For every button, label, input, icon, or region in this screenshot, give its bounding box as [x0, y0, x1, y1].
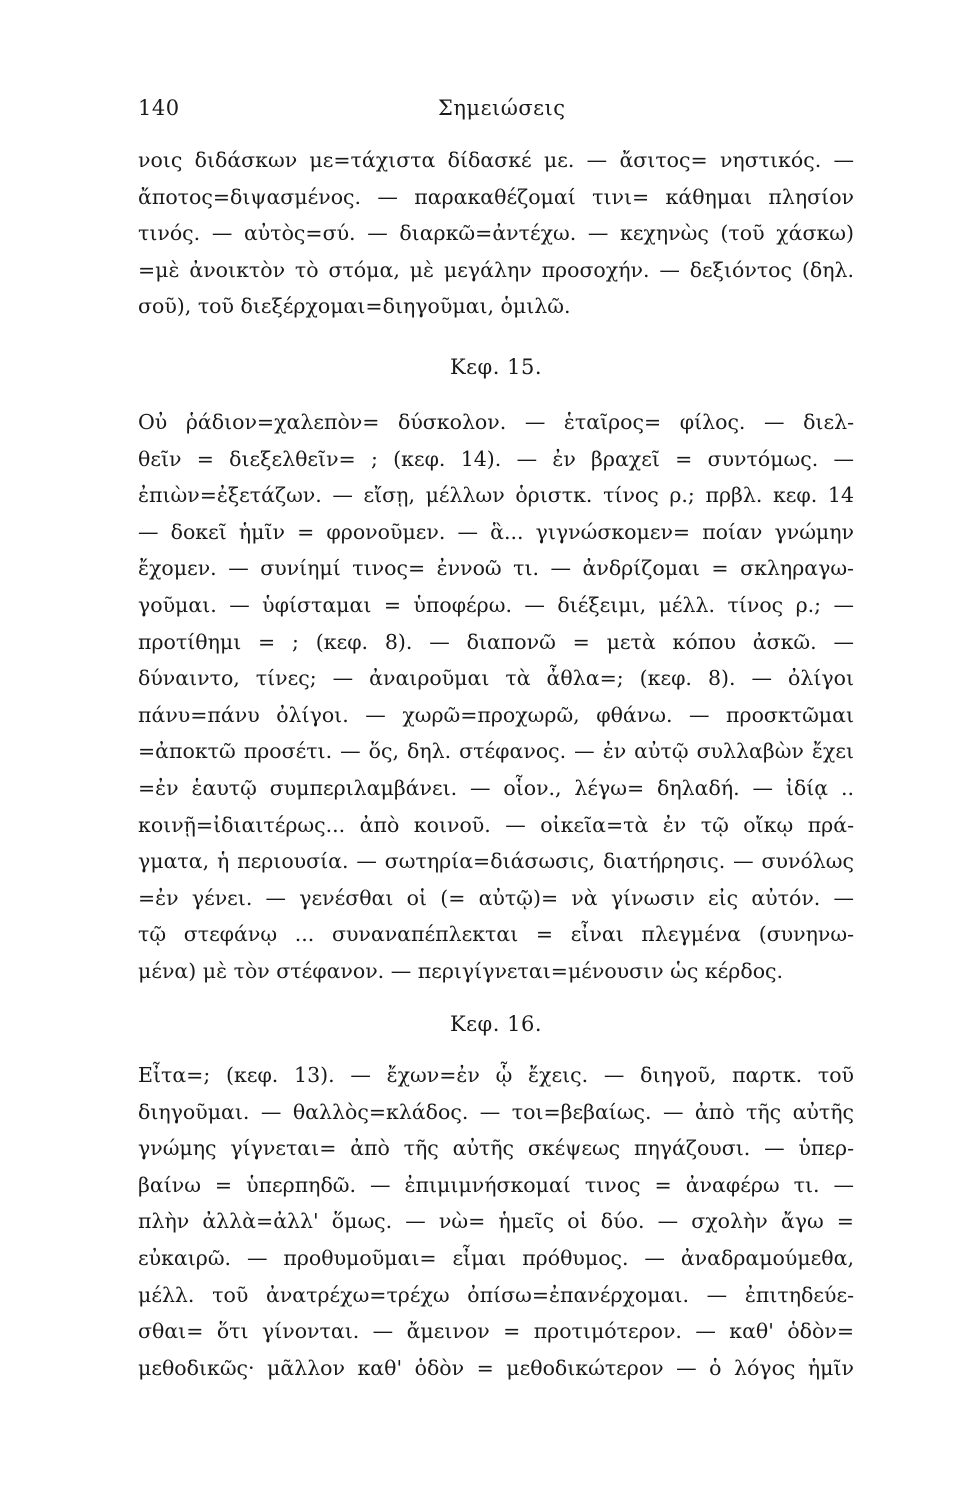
chapter-15-heading: Κεφ. 15. — [449, 355, 543, 379]
text-line: βαίνω = ὑπερπηδῶ. — ἐπιμιμνήσκομαί τινος = ἀναφέρω τι. — — [138, 1172, 854, 1197]
text-line: =ἀποκτῶ προσέτι. — ὅς, δηλ. στέφανος. — ἐν αὐτῷ συλλαβὼν ἔχει — [138, 739, 854, 764]
text-line: πάνυ=πάνυ ὀλίγοι. — χωρῶ=προχωρῶ, φθάνω. — προσκτῶμαι — [138, 702, 854, 727]
text-line: μένα) μὲ τὸν στέφανον. — περιγίγνεται=μένουσιν ὡς κέρδος. — [138, 958, 784, 983]
chapter-15-notes — [138, 404, 854, 990]
text-line: γματα, ἡ περιουσία. — σωτηρία=διάσωσις, διατήρησις. — συνόλως — [138, 849, 854, 874]
text-line: ἔχομεν. — συνίημί τινος= ἐννοῶ τι. — ἀνδρίζομαι = σκληραγω- — [138, 556, 854, 581]
text-line: =ἐν ἑαυτῷ συμπεριλαμβάνει. — οἷον., λέγω= δηλαδή. — ἰδίᾳ .. — [138, 775, 854, 800]
text-line: ἐπιὼν=ἐξετάζων. — εἴσῃ, μέλλων ὁριστκ. τίνος ρ.; πρβλ. κεφ. 14 — [138, 483, 854, 508]
text-line: διηγοῦμαι. — θαλλὸς=κλάδος. — τοι=βεβαίως. — ἀπὸ τῆς αὐτῆς — [138, 1099, 854, 1124]
text-line: εὐκαιρῶ. — προθυμοῦμαι= εἶμαι πρόθυμος. — ἀναδραμούμεθα, — [138, 1245, 854, 1270]
text-line: γοῦμαι. — ὑφίσταμαι = ὑποφέρω. — διέξειμι, μέλλ. τίνος ρ.; — — [138, 592, 854, 617]
text-line: τινός. — αὐτὸς=σύ. — διαρκῶ=ἀντέχω. — κεχηνὼς (τοῦ χάσκω) — [138, 221, 854, 246]
text-line: Εἶτα=; (κεφ. 13). — ἔχων=ἐν ᾧ ἔχεις. — διηγοῦ, παρτκ. τοῦ — [138, 1063, 854, 1087]
text-line: — δοκεῖ ἡμῖν = φρονοῦμεν. — ἃ... γιγνώσκομεν= ποίαν γνώμην — [138, 519, 854, 544]
text-line: δύναιντο, τίνες; — ἀναιροῦμαι τὰ ἆθλα=; (κεφ. 8). — ὀλίγοι — [138, 666, 854, 691]
text-line: Οὐ ῥάδιον=χαλεπὸν= δύσκολον. — ἑταῖρος= φίλος. — διελ- — [138, 410, 854, 434]
text-line: ἄποτος=διψασμένος. — παρακαθέζομαί τινι= κάθημαι πλησίον — [138, 184, 854, 209]
text-line: μέλλ. τοῦ ἀνατρέχω=τρέχω ὀπίσω=ἐπανέρχομαι. — ἐπιτηδεύε- — [138, 1282, 854, 1307]
text-line: =μὲ ἀνοικτὸν τὸ στόμα, μὲ μεγάλην προσοχήν. — δεξιόντος (δηλ. — [138, 257, 854, 282]
text-line: προτίθημι = ; (κεφ. 8). — διαπονῶ = μετὰ κόπου ἀσκῶ. — — [138, 629, 854, 654]
chapter-16-heading: Κεφ. 16. — [449, 1012, 543, 1036]
text-line: σθαι= ὅτι γίνονται. — ἄμεινον = προτιμότερον. — καθ' ὁδὸν= — [138, 1319, 854, 1344]
text-line: γνώμης γίγνεται= ἀπὸ τῆς αὐτῆς σκέψεως πηγάζουσι. — ὑπερ- — [138, 1136, 854, 1161]
page-header — [138, 96, 838, 136]
chapter-16-notes — [138, 1057, 854, 1386]
text-line: κοινῇ=ἰδιαιτέρως... ἀπὸ κοινοῦ. — οἰκεῖα=τὰ ἐν τῷ οἴκῳ πρά- — [138, 812, 854, 837]
text-line: σοῦ), τοῦ διεξέρχομαι=διηγοῦμαι, ὁμιλῶ. — [138, 294, 571, 319]
text-line: μεθοδικῶς· μᾶλλον καθ' ὁδὸν = μεθοδικώτερον — ὁ λόγος ἡμῖν — [138, 1355, 854, 1380]
running-head: Σημειώσεις — [438, 96, 566, 120]
text-line: =ἐν γένει. — γενέσθαι οἱ (= αὐτῷ)= νὰ γίνωσιν εἰς αὐτόν. — — [138, 885, 854, 910]
intro-notes — [138, 142, 854, 325]
text-line: νοις διδάσκων με=τάχιστα δίδασκέ με. — ἄσιτος= νηστικός. — — [138, 148, 854, 172]
text-line: θεῖν = διεξελθεῖν= ; (κεφ. 14). — ἐν βραχεῖ = συντόμως. — — [138, 446, 854, 471]
text-line: τῷ στεφάνῳ ... συναναπέπλεκται = εἶναι πλεγμένα (συνηνω- — [138, 922, 854, 947]
page-number: 140 — [138, 96, 180, 120]
text-line: πλὴν ἀλλὰ=ἀλλ' ὅμως. — νὼ= ἡμεῖς οἱ δύο. — σχολὴν ἄγω = — [138, 1209, 854, 1234]
